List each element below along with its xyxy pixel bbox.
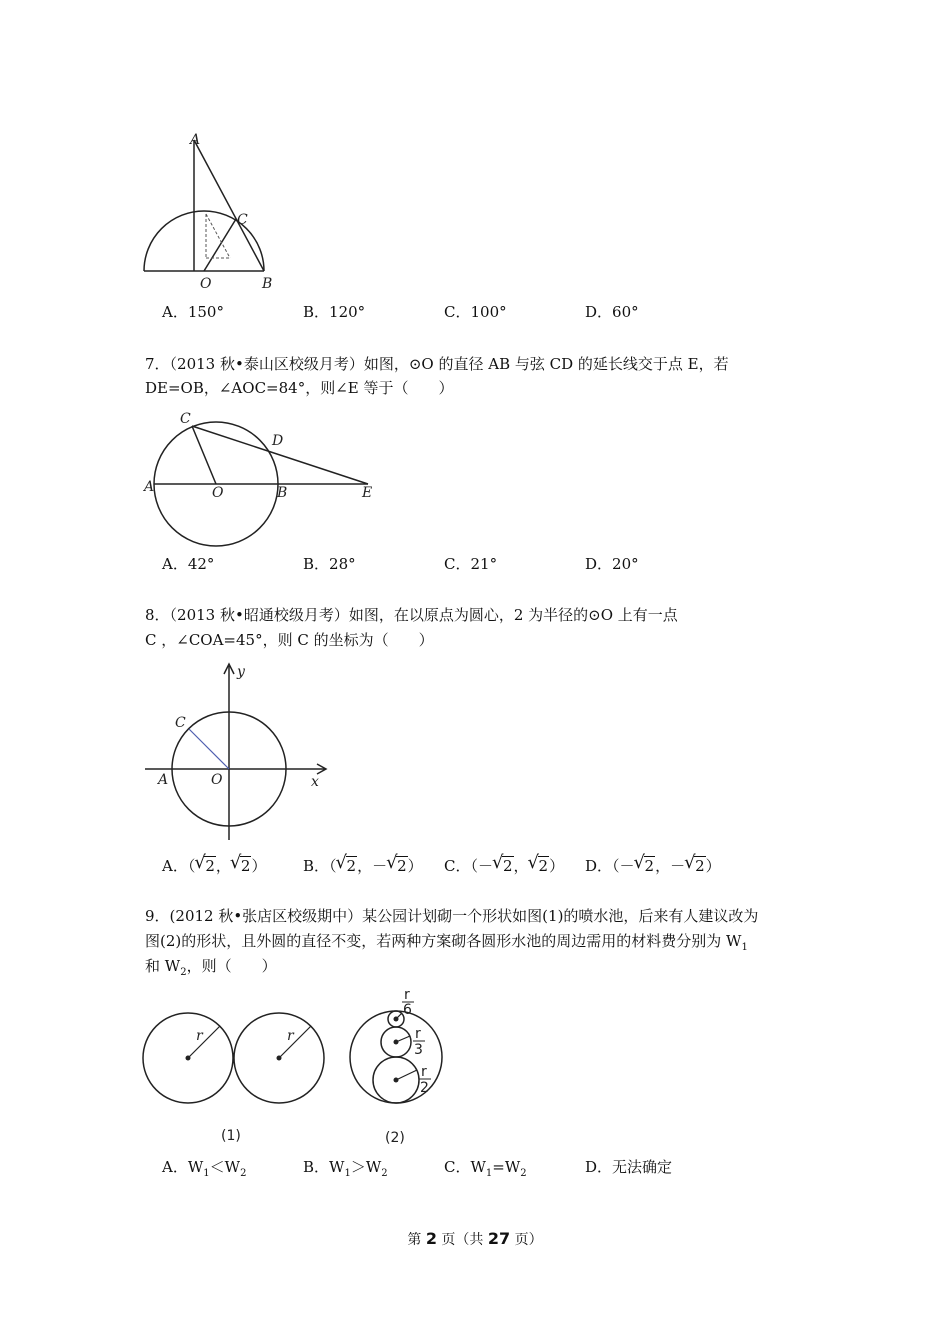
q8-option-d[interactable] bbox=[585, 856, 721, 876]
q6-label-a: A bbox=[190, 132, 201, 148]
q9-figure bbox=[140, 980, 460, 1150]
q6-label-o: O bbox=[200, 276, 212, 292]
q8-option-c[interactable] bbox=[444, 856, 564, 876]
q6-option-a[interactable]: A．150° bbox=[162, 303, 224, 321]
q8-d-suffix: ） bbox=[705, 857, 721, 875]
q6-option-d[interactable]: D．60° bbox=[585, 303, 639, 321]
q6-figure bbox=[140, 130, 280, 295]
q8-a-sep: ， bbox=[215, 857, 231, 875]
q8-a-suffix: ） bbox=[251, 857, 267, 875]
q8-label-y: y bbox=[237, 664, 245, 680]
q9-frac3-num: r bbox=[415, 1026, 421, 1042]
q9-option-c[interactable]: C．$W_1=W_2$ bbox=[444, 1158, 527, 1179]
q7-option-b[interactable]: B．28° bbox=[303, 555, 356, 573]
q8-c-sep: ， bbox=[513, 857, 529, 875]
q7-label-b: B bbox=[277, 485, 288, 501]
q8-c-suffix: ） bbox=[549, 857, 565, 875]
q9-frac3-den: 3 bbox=[414, 1042, 423, 1058]
q9-frac6-den: 6 bbox=[403, 1002, 412, 1018]
q9-option-a[interactable]: A．$W_1<W_2$ bbox=[162, 1158, 247, 1179]
q6-option-b[interactable]: B．120° bbox=[303, 303, 366, 321]
q7-stem-line2: DE=OB，∠AOC=84°，则∠E 等于（ ） bbox=[145, 379, 454, 397]
q6-label-c: C bbox=[237, 212, 248, 228]
page-number: 2 bbox=[425, 1229, 437, 1248]
q7-stem-line1: 7．（2013 秋•泰山区校级月考）如图，⊙O 的直径 AB 与弦 CD 的延长线交于点 E，若 bbox=[145, 355, 729, 373]
q8-d-prefix: D．（－ bbox=[585, 857, 635, 875]
q9-frac6-num: r bbox=[404, 987, 410, 1003]
q8-d-sqrt2: √ 2 bbox=[685, 856, 706, 876]
q9-fig1-r-left: r bbox=[196, 1028, 203, 1044]
q9-frac2-den: 2 bbox=[420, 1080, 429, 1096]
q8-a-sqrt2: √ 2 bbox=[231, 856, 252, 876]
q8-label-c: C bbox=[175, 715, 186, 731]
q7-option-d[interactable]: D．20° bbox=[585, 555, 639, 573]
q8-figure bbox=[140, 658, 340, 848]
q9-stem-line1: 9．(2012 秋•张店区校级期中）某公园计划砌一个形状如图(1)的喷水池，后来有人建议改为 bbox=[145, 907, 759, 925]
q8-option-a[interactable] bbox=[162, 856, 266, 876]
q9-option-d[interactable]: D．无法确定 bbox=[585, 1158, 673, 1176]
page-footer: 第 2 页（共 27 页） bbox=[407, 1229, 543, 1248]
q8-label-x: x bbox=[311, 774, 319, 790]
q8-c-sqrt1: √ 2 bbox=[493, 856, 514, 876]
q7-label-d: D bbox=[272, 433, 284, 449]
q8-a-sqrt1: √ 2 bbox=[195, 856, 216, 876]
q8-b-sep: ，－ bbox=[357, 857, 388, 875]
q8-d-sep: ，－ bbox=[655, 857, 686, 875]
q9-caption-2: (2) bbox=[385, 1130, 405, 1146]
q7-label-a: A bbox=[144, 479, 155, 495]
q8-label-o: O bbox=[211, 772, 223, 788]
q8-stem-line1: 8．（2013 秋•昭通校级月考）如图，在以原点为圆心，2 为半径的⊙O 上有一点 bbox=[145, 606, 678, 624]
page-total: 27 bbox=[487, 1229, 511, 1248]
q8-b-prefix: B．（ bbox=[303, 857, 337, 875]
q8-b-sqrt2: √ 2 bbox=[387, 856, 408, 876]
q7-label-e: E bbox=[362, 485, 373, 501]
q7-option-a[interactable]: A．42° bbox=[162, 555, 215, 573]
q9-stem-line3: 和 $W_2$，则（ ） bbox=[145, 957, 277, 978]
q6-option-c[interactable]: C．100° bbox=[444, 303, 507, 321]
q8-c-sqrt2: √ 2 bbox=[529, 856, 550, 876]
q8-d-sqrt1: √ 2 bbox=[635, 856, 656, 876]
q7-figure bbox=[140, 405, 385, 545]
q8-b-sqrt1: √ 2 bbox=[337, 856, 358, 876]
q8-b-suffix: ） bbox=[407, 857, 423, 875]
q9-option-b[interactable]: B．$W_1>W_2$ bbox=[303, 1158, 388, 1179]
q9-fig1-r-right: r bbox=[287, 1028, 294, 1044]
q9-caption-1: (1) bbox=[221, 1128, 241, 1144]
q8-a-prefix: A．（ bbox=[162, 857, 196, 875]
q7-label-c: C bbox=[180, 411, 191, 427]
q7-label-o: O bbox=[212, 485, 224, 501]
q8-c-prefix: C．（－ bbox=[444, 857, 493, 875]
q6-label-b: B bbox=[262, 276, 273, 292]
q7-option-c[interactable]: C．21° bbox=[444, 555, 498, 573]
q8-option-b[interactable] bbox=[303, 856, 423, 876]
q8-stem-line2: C ，∠COA=45°，则 C 的坐标为（ ） bbox=[145, 631, 434, 649]
q8-label-a: A bbox=[158, 772, 169, 788]
q9-stem-line2: 图(2)的形状，且外圆的直径不变，若两种方案砌各圆形水池的周边需用的材料费分别为 $W_1$ bbox=[145, 932, 748, 953]
q9-frac2-num: r bbox=[421, 1064, 427, 1080]
